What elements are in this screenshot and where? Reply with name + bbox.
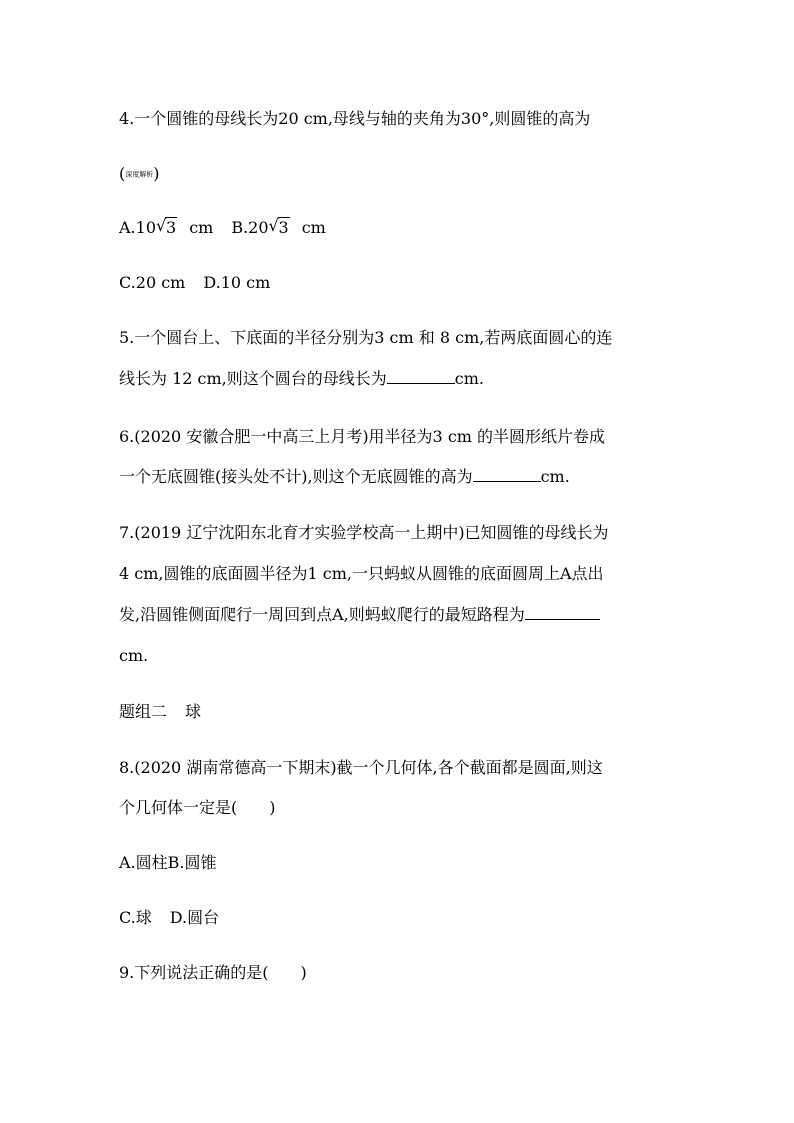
answer-blank[interactable]	[387, 369, 455, 384]
q6-line1: 6.(2020 安徽合肥一中高三上月考)用半径为3 cm 的半圆形纸片卷成	[119, 427, 606, 446]
q5-line2: 线长为 12 cm,则这个圆台的母线长为 cm.	[119, 369, 484, 388]
q4-option-c: C.20 cm	[119, 273, 186, 292]
q7-line3: 发,沿圆锥侧面爬行一周回到点A,则蚂蚁爬行的最短路程为	[119, 605, 689, 625]
q8-option-d: D.圆台	[169, 908, 220, 927]
q7-line2: 4 cm,圆锥的底面圆半径为1 cm,一只蚂蚁从圆锥的底面圆周上A点出	[119, 564, 604, 583]
answer-blank[interactable]	[473, 467, 541, 482]
q4-stem: 4.一个圆锥的母线长为20 cm,母线与轴的夹角为30°,则圆锥的高为	[119, 109, 591, 128]
q4-source-tag: (深度解析)	[119, 164, 160, 183]
q8-line1: 8.(2020 湖南常德高一下期末)截一个几何体,各个截面都是圆面,则这	[119, 758, 603, 777]
q8-options-ab: A.圆柱B.圆锥	[119, 853, 217, 872]
q4-option-d: D.10 cm	[203, 273, 271, 292]
q6-line2: 一个无底圆锥(接头处不计),则这个无底圆锥的高为 cm.	[119, 467, 570, 486]
q5-line1: 5.一个圆台上、下底面的半径分别为3 cm 和 8 cm,若两底面圆心的连	[119, 328, 613, 347]
q8-option-c: C.球	[119, 908, 152, 927]
section-heading	[119, 702, 689, 722]
q9-line1: 9.下列说法正确的是( )	[119, 963, 307, 982]
section-title: 球	[185, 702, 202, 721]
section-label: 题组二	[119, 702, 168, 721]
q7-line4: cm.	[119, 646, 149, 665]
sqrt-symbol: √ 3	[156, 216, 177, 237]
q4-option-b: B.20 √ 3 cm	[231, 216, 326, 237]
q8-line2: 个几何体一定是( )	[119, 798, 276, 817]
q4-options-ab	[119, 218, 689, 238]
q4-options-cd	[119, 273, 689, 293]
q8-options-cd	[119, 908, 689, 928]
answer-blank[interactable]	[525, 605, 600, 620]
q4-tag: 深度解析	[125, 170, 154, 179]
sqrt-symbol: √ 3	[268, 216, 289, 237]
q4-option-a: A.10 √ 3 cm	[119, 216, 214, 237]
q7-line1: 7.(2019 辽宁沈阳东北育才实验学校高一上期中)已知圆锥的母线长为	[119, 523, 609, 542]
